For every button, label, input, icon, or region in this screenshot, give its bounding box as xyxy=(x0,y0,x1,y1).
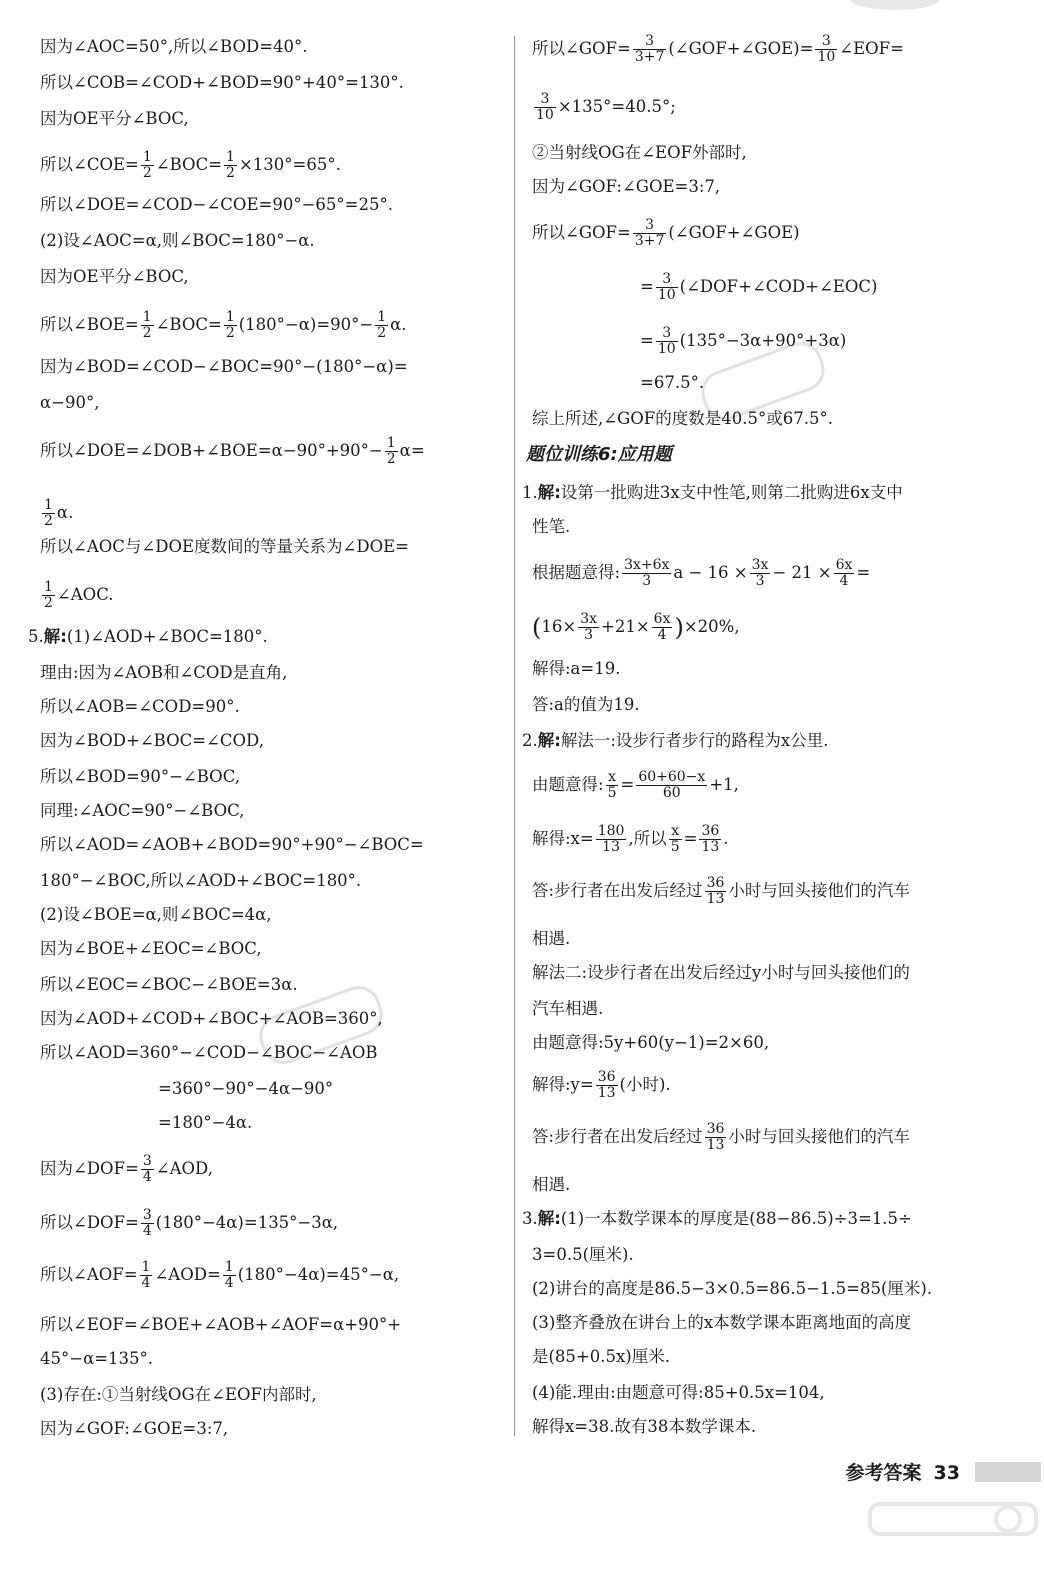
text-line: 由题意得: $\frac{x}{5}$ = $\frac{60+60-x}{60}$ +1, xyxy=(532,769,739,801)
text-line: 180°−∠BOC,所以∠AOD+∠BOC=180°. xyxy=(40,871,362,890)
text-line: =180°−4α. xyxy=(158,1113,253,1132)
text-line: 解得:a=19. xyxy=(532,659,621,678)
text-line: (2)讲台的高度是86.5−3×0.5=86.5−1.5=85(厘米). xyxy=(532,1279,933,1298)
fraction: $\frac{1}{2}$ xyxy=(142,149,152,181)
column-divider xyxy=(514,36,515,1436)
fraction: $\frac{3}{3+7}$ xyxy=(634,33,665,65)
text-line: (4)能.理由:由题意可得:85+0.5x=104, xyxy=(532,1383,825,1402)
text-line: 所以∠AOC与∠DOE度数间的等量关系为∠DOE= xyxy=(40,537,409,556)
text-line: 所以∠DOF= $\frac{3}{4}$ (180°−4α)=135°−3α, xyxy=(40,1207,339,1239)
text-line: 因为∠GOF:∠GOE=3:7, xyxy=(40,1419,229,1438)
page-number: 33 xyxy=(933,1462,960,1484)
fraction: $\frac{1}{4}$ xyxy=(141,1259,151,1291)
text-line: 3=0.5(厘米). xyxy=(532,1245,634,1264)
text-line: (3)存在:①当射线OG在∠EOF内部时, xyxy=(40,1385,317,1404)
text-line: 由题意得:5y+60(y−1)=2×60, xyxy=(532,1033,770,1052)
fraction: $\frac{1}{2}$ xyxy=(377,309,387,341)
text-line: 因为∠BOD+∠BOC=∠COD, xyxy=(40,731,264,750)
text-line: 因为∠AOC=50°,所以∠BOD=40°. xyxy=(40,37,308,56)
text-line: (16× $\frac{3x}{3}$ +21× $\frac{6x}{4}$ )×20%, xyxy=(532,611,740,643)
text-line: 根据题意得: $\frac{3x+6x}{3}$ a − 16 × $\frac{3x}{3}$ − 21 × $\frac{6x}{4}$ = xyxy=(532,557,871,589)
text-line: 答:a的值为19. xyxy=(532,695,640,714)
text-line: 所以∠GOF= $\frac{3}{3+7}$ (∠GOF+∠GOE)= $\frac{3}{10}$ ∠EOF= xyxy=(532,33,904,65)
fraction: $\frac{36}{13}$ xyxy=(706,875,725,907)
fraction: $\frac{3}{10}$ xyxy=(657,271,676,303)
text-line: 所以∠COB=∠COD+∠BOD=90°+40°=130°. xyxy=(40,73,404,92)
text-line: = $\frac{3}{10}$ (∠DOF+∠COD+∠EOC) xyxy=(640,271,878,303)
text-line: 所以∠BOD=90°−∠BOC, xyxy=(40,767,240,786)
text-line: 性笔. xyxy=(532,517,571,536)
text-line: 因为∠BOE+∠EOC=∠BOC, xyxy=(40,939,262,958)
fraction: $\frac{3}{4}$ xyxy=(142,1207,152,1239)
fraction: $\frac{36}{13}$ xyxy=(701,823,720,855)
text-line: (2)设∠AOC=α,则∠BOC=180°−α. xyxy=(40,231,315,250)
text-line: 所以∠AOD=∠AOB+∠BOD=90°+90°−∠BOC= xyxy=(40,835,424,854)
fraction: $\frac{1}{2}$ xyxy=(44,497,53,529)
fraction: $\frac{1}{2}$ xyxy=(226,149,235,181)
text-line: 所以∠EOF=∠BOE+∠AOB+∠AOF=α+90°+ xyxy=(40,1315,402,1334)
fraction: $\frac{x}{5}$ xyxy=(670,823,680,855)
text-line: 解得x=38.故有38本数学课本. xyxy=(532,1417,757,1436)
fraction: $\frac{3}{10}$ xyxy=(817,33,836,65)
text-line: 所以∠DOE=∠COD−∠COE=90°−65°=25°. xyxy=(40,195,393,214)
footer-bar xyxy=(975,1462,1041,1482)
text-line: 因为∠BOD=∠COD−∠BOC=90°−(180°−α)= xyxy=(40,357,408,376)
fraction: $\frac{36}{13}$ xyxy=(706,1121,725,1153)
text-line: 解得:y= $\frac{36}{13}$ (小时). xyxy=(532,1069,671,1101)
fraction: $\frac{1}{2}$ xyxy=(44,579,53,611)
question-2: 2.解:解法一:设步行者步行的路程为x公里. xyxy=(522,731,829,750)
fraction: $\frac{3x+6x}{3}$ xyxy=(624,557,670,589)
fraction: $\frac{180}{13}$ xyxy=(597,823,625,855)
text-line: 综上所述,∠GOF的度数是40.5°或67.5°. xyxy=(532,409,833,428)
text-line: 所以∠DOE=∠DOB+∠BOE=α−90°+90°− $\frac{1}{2}$ α= xyxy=(40,435,425,467)
fraction: $\frac{1}{2}$ xyxy=(142,309,152,341)
text-line: 因为∠GOF:∠GOE=3:7, xyxy=(532,177,721,196)
text-line: 相遇. xyxy=(532,1175,571,1194)
text-line: α−90°, xyxy=(40,393,100,412)
question-3: 3.解:(1)一本数学课本的厚度是(88−86.5)÷3=1.5÷ xyxy=(522,1209,912,1228)
text-line: (2)设∠BOE=α,则∠BOC=4α, xyxy=(40,905,272,924)
footer-label: 参考答案 xyxy=(845,1462,922,1484)
text-line: ②当射线OG在∠EOF外部时, xyxy=(532,143,747,162)
page-footer xyxy=(846,1458,960,1485)
fraction: $\frac{3}{4}$ xyxy=(142,1153,152,1185)
top-decoration xyxy=(850,0,940,10)
fraction: $\frac{1}{4}$ xyxy=(224,1259,234,1291)
question-5: 5.解:(1)∠AOD+∠BOC=180°. xyxy=(28,627,268,646)
text-line: $\frac{3}{10}$ ×135°=40.5°; xyxy=(536,91,676,123)
text-line: $\frac{1}{2}$ ∠AOC. xyxy=(44,579,114,611)
fraction: $\frac{3x}{3}$ xyxy=(751,557,769,589)
fraction: $\frac{6x}{4}$ xyxy=(835,557,853,589)
question-1: 1.解:设第一批购进3x支中性笔,则第二批购进6x支中 xyxy=(522,483,903,502)
fraction: $\frac{x}{5}$ xyxy=(607,769,617,801)
text-line: 答:步行者在出发后经过 $\frac{36}{13}$ 小时与回头接他们的汽车 xyxy=(532,1121,910,1153)
text-line: (3)整齐叠放在讲台上的x本数学课本距离地面的高度 xyxy=(532,1313,912,1332)
text-line: 所以∠COE= $\frac{1}{2}$ ∠BOC= $\frac{1}{2}$ ×130°=65°. xyxy=(40,149,341,181)
text-line: 所以∠AOB=∠COD=90°. xyxy=(40,697,240,716)
fraction: $\frac{1}{2}$ xyxy=(225,309,235,341)
fraction: $\frac{3}{3+7}$ xyxy=(634,217,665,249)
text-line: 理由:因为∠AOB和∠COD是直角, xyxy=(40,663,288,682)
text-line: = $\frac{3}{10}$ (135°−3α+90°+3α) xyxy=(640,325,847,357)
text-line: 答:步行者在出发后经过 $\frac{36}{13}$ 小时与回头接他们的汽车 xyxy=(532,875,910,907)
fraction: $\frac{60+60-x}{60}$ xyxy=(638,769,706,801)
text-line: 所以∠EOC=∠BOC−∠BOE=3α. xyxy=(40,975,298,994)
fraction: $\frac{1}{2}$ xyxy=(386,435,396,467)
text-line: 所以∠AOF= $\frac{1}{4}$ ∠AOD= $\frac{1}{4}$ (180°−4α)=45°−α, xyxy=(40,1259,400,1291)
text-line: 相遇. xyxy=(532,929,571,948)
text-line: 因为∠DOF= $\frac{3}{4}$ ∠AOD, xyxy=(40,1153,213,1185)
fraction: $\frac{3}{10}$ xyxy=(657,325,676,357)
fraction: $\frac{36}{13}$ xyxy=(597,1069,616,1101)
text-line: 因为OE平分∠BOC, xyxy=(40,109,189,128)
fraction: $\frac{3}{10}$ xyxy=(536,91,554,123)
text-line: 45°−α=135°. xyxy=(40,1349,154,1368)
section-heading: 题位训练6:应用题 xyxy=(526,444,672,465)
text-line: 汽车相遇. xyxy=(532,999,604,1018)
fraction: $\frac{6x}{4}$ xyxy=(653,611,671,643)
text-line: 解得:x= $\frac{180}{13}$ ,所以 $\frac{x}{5}$ = $\frac{36}{13}$ . xyxy=(532,823,729,855)
text-line: $\frac{1}{2}$ α. xyxy=(44,497,74,529)
text-line: =67.5°. xyxy=(640,373,705,392)
fraction: $\frac{3x}{3}$ xyxy=(580,611,598,643)
text-line: 因为OE平分∠BOC, xyxy=(40,267,189,286)
text-line: 所以∠BOE= $\frac{1}{2}$ ∠BOC= $\frac{1}{2}$ (180°−α)=90°− $\frac{1}{2}$ α. xyxy=(40,309,407,341)
text-line: 所以∠AOD=360°−∠COD−∠BOC−∠AOB xyxy=(40,1043,378,1062)
text-line: 是(85+0.5x)厘米. xyxy=(532,1347,670,1366)
text-line: 解法二:设步行者在出发后经过y小时与回头接他们的 xyxy=(532,963,910,982)
text-line: 同理:∠AOC=90°−∠BOC, xyxy=(40,801,245,820)
watermark-logo xyxy=(868,1500,1038,1538)
text-line: 因为∠AOD+∠COD+∠BOC+∠AOB=360°, xyxy=(40,1009,383,1028)
text-line: =360°−90°−4α−90° xyxy=(158,1079,334,1098)
text-line: 所以∠GOF= $\frac{3}{3+7}$ (∠GOF+∠GOE) xyxy=(532,217,800,249)
